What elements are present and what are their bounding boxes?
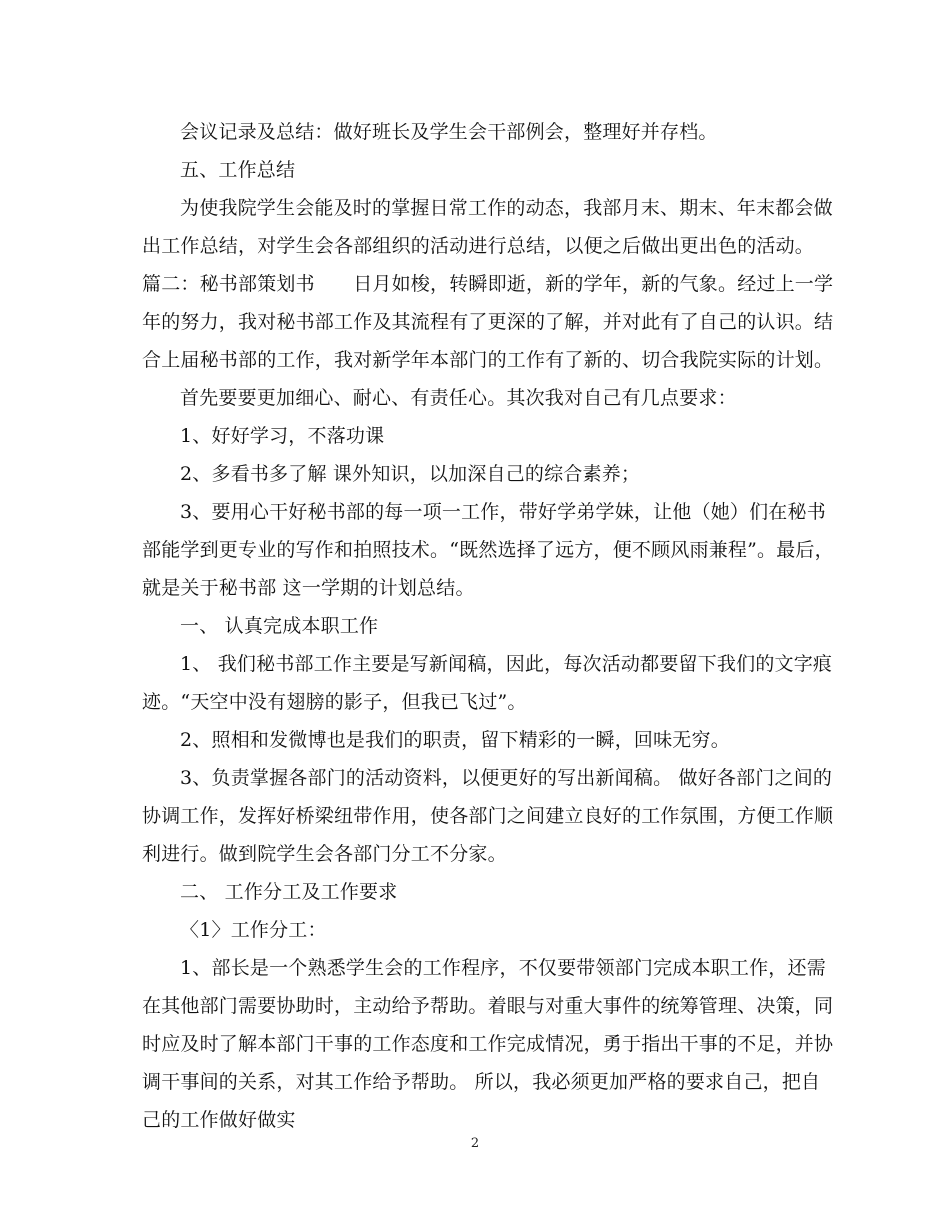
text-line: 1、 我们秘书部工作主要是写新闻稿，因此，每次活动都要留下我们的文字痕 — [180, 653, 833, 675]
text-line: 己的工作做好做实 — [142, 1109, 296, 1131]
text-line: 3、要用心干好秘书部的每一项一工作，带好学弟学妹，让他（她）们在秘书 — [180, 501, 826, 523]
text-line: 五、工作总结 — [180, 159, 296, 181]
text-line: 在其他部门需要协助时，主动给予帮助。着眼与对重大事件的统筹管理、决策，同 — [142, 995, 834, 1017]
text-line: 3、负责掌握各部门的活动资料，以便更好的写出新闻稿。 做好各部门之间的 — [180, 767, 833, 789]
text-line: 篇二：秘书部策划书 日月如梭，转瞬即逝，新的学年，新的气象。经过上一学 — [142, 273, 834, 295]
text-line: 会议记录及总结：做好班长及学生会干部例会，整理好并存档。 — [180, 121, 718, 143]
page-number: 2 — [470, 1136, 480, 1151]
text-line: 〈1〉工作分工： — [180, 919, 327, 941]
document-body — [142, 117, 834, 1143]
text-line: 时应及时了解本部门干事的工作态度和工作完成情况，勇于指出干事的不足，并协 — [142, 1033, 834, 1055]
text-line: 2、多看书多了解 课外知识，以加深自己的综合素养； — [180, 463, 641, 485]
text-line: 部能学到更专业的写作和拍照技术。“既然选择了远方，便不顾风雨兼程”。最后， — [142, 539, 834, 561]
text-line: 首先要要更加细心、耐心、有责任心。其次我对自己有几点要求： — [180, 387, 737, 409]
text-line: 二、 工作分工及工作要求 — [180, 881, 398, 903]
text-line: 就是关于秘书部 这一学期的计划总结。 — [142, 577, 475, 599]
text-line: 1、好好学习，不落功课 — [180, 425, 385, 447]
text-line: 年的努力，我对秘书部工作及其流程有了更深的了解，并对此有了自己的认识。结 — [142, 311, 834, 333]
text-line: 调干事间的关系，对其工作给予帮助。 所以，我必须更加严格的要求自己，把自 — [142, 1071, 821, 1093]
text-line: 利进行。做到院学生会各部门分工不分家。 — [142, 843, 507, 865]
text-line: 为使我院学生会能及时的掌握日常工作的动态，我部月末、期末、年末都会做 — [180, 197, 833, 219]
text-line: 迹。“天空中没有翅膀的影子，但我已飞过”。 — [142, 691, 527, 713]
text-line: 出工作总结，对学生会各部组织的活动进行总结，以便之后做出更出色的活动。 — [142, 235, 815, 257]
text-line: 合上届秘书部的工作，我对新学年本部门的工作有了新的、切合我院实际的计划。 — [142, 349, 834, 371]
text-line: 一、 认真完成本职工作 — [180, 615, 379, 637]
text-line: 协调工作，发挥好桥梁纽带作用，使各部门之间建立良好的工作氛围，方便工作顺 — [142, 805, 834, 827]
text-line: 1、部长是一个熟悉学生会的工作程序，不仅要带领部门完成本职工作，还需 — [180, 957, 826, 979]
text-line: 2、照相和发微博也是我们的职责，留下精彩的一瞬，回味无穷。 — [180, 729, 730, 751]
